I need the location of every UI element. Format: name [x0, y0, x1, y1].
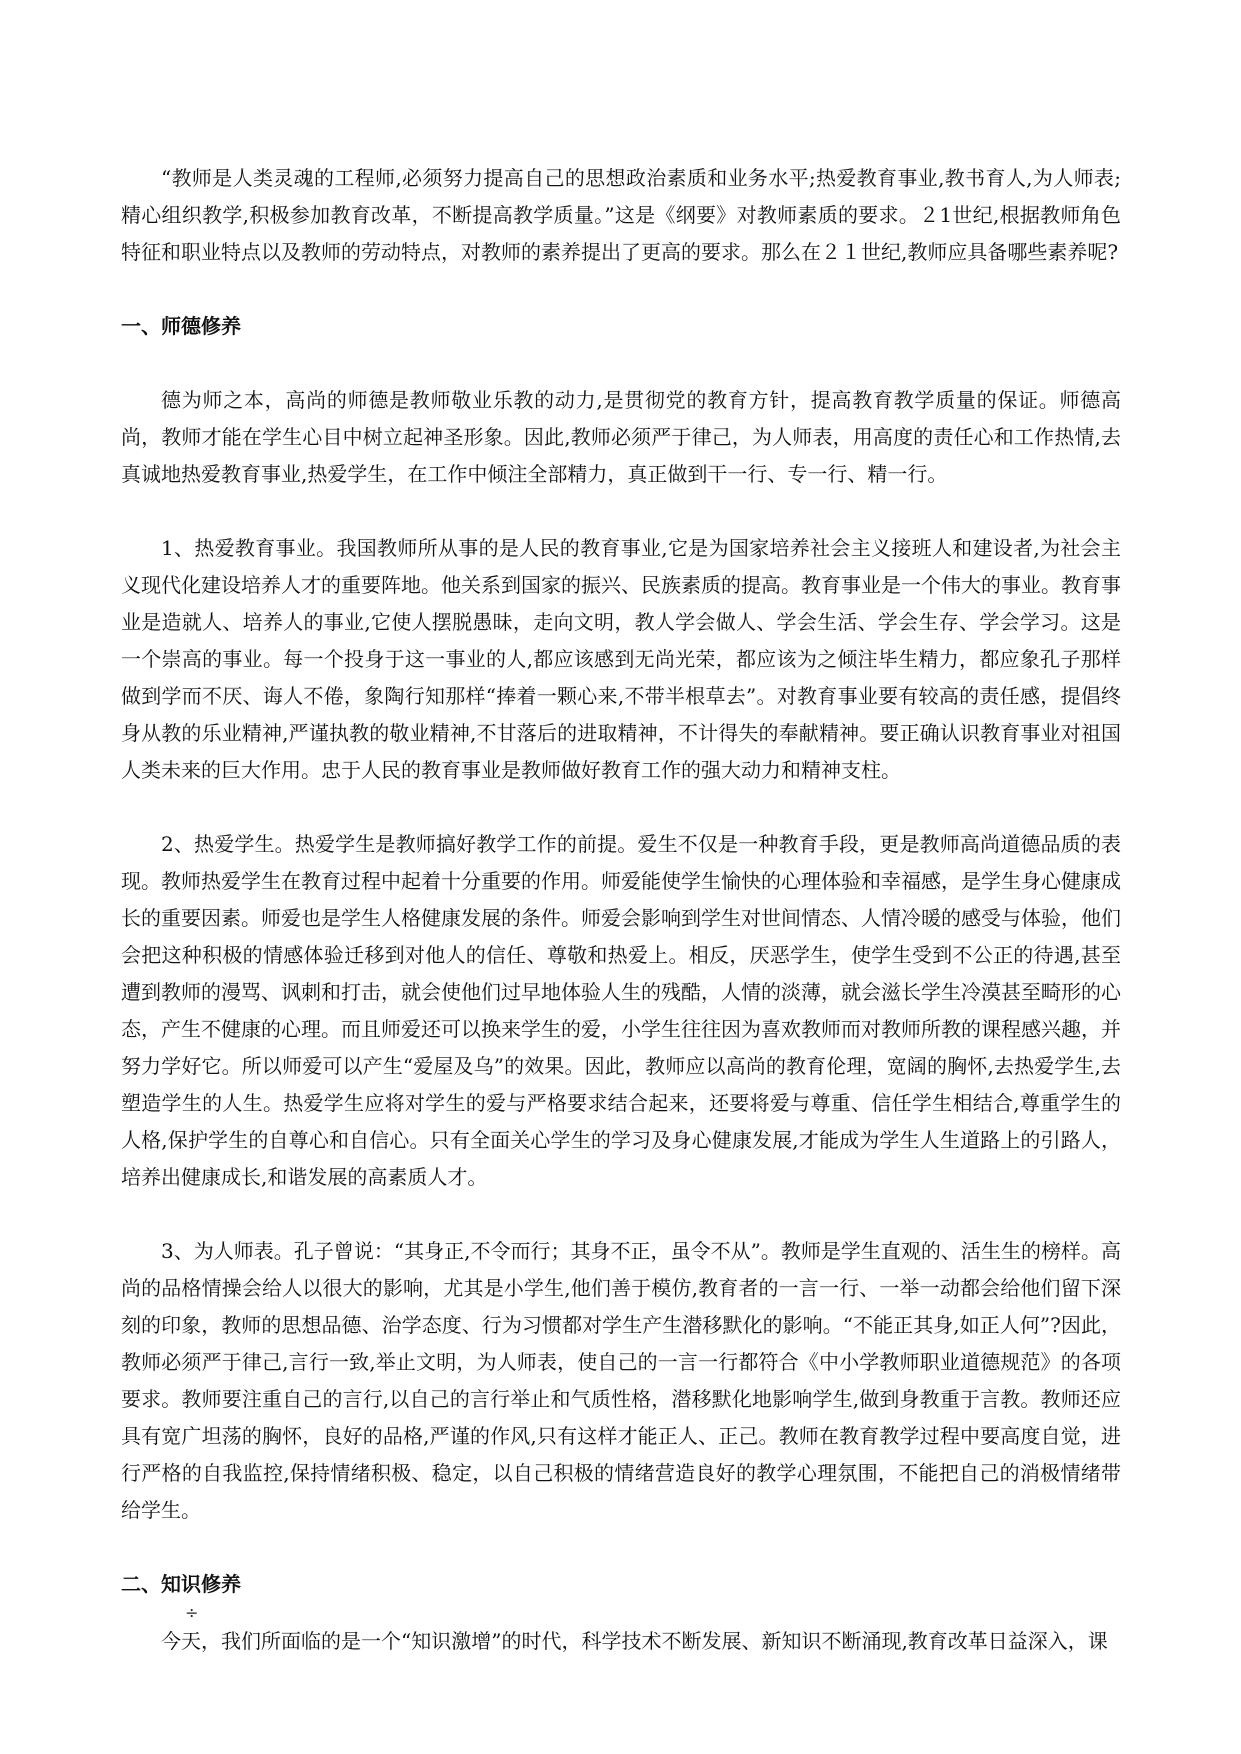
ethics-intro-paragraph: 德为师之本，高尚的师德是教师敬业乐教的动力,是贯彻党的教育方针，提高教育教学质量的保证。师德高尚，教师才能在学生心目中树立起神圣形象。因此,教师必须严于律己，为人师表，用高度的责任心和工作热情,去真诚地热爱教育事业,热爱学生，在工作中倾注全部精力，真正做到干一行、专一行、精一行。: [121, 388, 1121, 486]
ethics-point-role-model: 3、为人师表。孔子曾说：“其身正,不令而行；其身不正，虽令不从”。教师是学生直观的、活生生的榜样。高尚的品格情操会给人以很大的影响，尤其是小学生,他们善于模仿,教育者的一言一行、一举一动都会给他们留下深刻的印象，教师的思想品德、治学态度、行为习惯都对学生产生潜移默化的影响。“不能正其身,如正人何”?因此，教师必须严于律己,言行一致,举止文明，为人师表，使自己的一言一行都符合《中小学教师职业道德规范》的各项要求。教师要注重自己的言行,以自己的言行举止和气质性格，潜移默化地影响学生,做到身教重于言教。教师还应具有宽广坦荡的胸怀，良好的品格,严谨的作风,只有这样才能正人、正己。教师在教育教学过程中要高度自觉，进行严格的自我监控,保持情绪积极、稳定，以自己积极的情绪营造良好的教学心理氛围，不能把自己的消极情绪带给学生。: [121, 1239, 1121, 1522]
stray-mark: ÷: [185, 1603, 199, 1622]
paragraph-gap: [121, 1196, 1121, 1233]
paragraph-gap: [121, 493, 1121, 530]
knowledge-intro-paragraph: 今天，我们所面临的是一个“知识激增”的时代，科学技术不断发展、新知识不断涌现,教育改革日益深入，课: [161, 1629, 1108, 1653]
section-heading-knowledge: 二、知识修养: [121, 1572, 241, 1596]
ethics-point-love-education: 1、热爱教育事业。我国教师所从事的是人民的教育事业,它是为国家培养社会主义接班人和建设者,为社会主义现代化建设培养人才的重要阵地。他关系到国家的振兴、民族素质的提高。教育事业是一个伟大的事业。教育事业是造就人、培养人的事业,它使人摆脱愚昧，走向文明，教人学会做人、学会生活、学会生存、学会学习。这是一个崇高的事业。每一个投身于这一事业的人,都应该感到无尚光荣，都应该为之倾注毕生精力，都应象孔子那样做到学而不厌、诲人不倦，象陶行知那样“捧着一颗心来,不带半根草去”。对教育事业要有较高的责任感，提倡终身从教的乐业精神,严谨执教的敬业精神,不甘落后的进取精神，不计得失的奉献精神。要正确认识教育事业对祖国人类未来的巨大作用。忠于人民的教育事业是教师做好教育工作的强大动力和精神支柱。: [121, 536, 1121, 782]
ethics-point-love-students: 2、热爱学生。热爱学生是教师搞好教学工作的前提。爱生不仅是一种教育手段，更是教师高尚道德品质的表现。教师热爱学生在教育过程中起着十分重要的作用。师爱能使学生愉快的心理体验和幸福感，是学生身心健康成长的重要因素。师爱也是学生人格健康发展的条件。师爱会影响到学生对世间情态、人情冷暖的感受与体验，他们会把这种积极的情感体验迁移到对他人的信任、尊敬和热爱上。相反，厌恶学生，使学生受到不公正的待遇,甚至遭到教师的漫骂、讽刺和打击，就会使他们过早地体验人生的残酷，人情的淡薄，就会滋长学生冷漠甚至畸形的心态，产生不健康的心理。而且师爱还可以换来学生的爱，小学生往往因为喜欢教师而对教师所教的课程感兴趣，并努力学好它。所以师爱可以产生“爱屋及乌”的效果。因此，教师应以高尚的教育伦理，宽阔的胸怀,去热爱学生,去塑造学生的人生。热爱学生应将对学生的爱与严格要求结合起来，还要将爱与尊重、信任学生相结合,尊重学生的人格,保护学生的自尊心和自信心。只有全面关心学生的学习及身心健康发展,才能成为学生人生道路上的引路人，培养出健康成长,和谐发展的高素质人才。: [121, 832, 1121, 1189]
document-body: [121, 160, 1121, 1660]
section-heading-ethics: 一、师德修养: [121, 314, 241, 338]
paragraph-gap: [121, 789, 1121, 826]
intro-paragraph: “教师是人类灵魂的工程师,必须努力提高自己的思想政治素质和业务水平;热爱教育事业,教书育人,为人师表;精心组织教学,积极参加教育改革，不断提高教学质量。”这是《纲要》对教师素质的要求。２1世纪,根据教师角色特征和职业特点以及教师的劳动特点，对教师的素养提出了更高的要求。那么在２１世纪,教师应具备哪些素养呢?: [121, 166, 1121, 264]
paragraph-gap: [121, 271, 1121, 308]
paragraph-gap: [121, 345, 1121, 382]
paragraph-gap: [121, 1529, 1121, 1566]
